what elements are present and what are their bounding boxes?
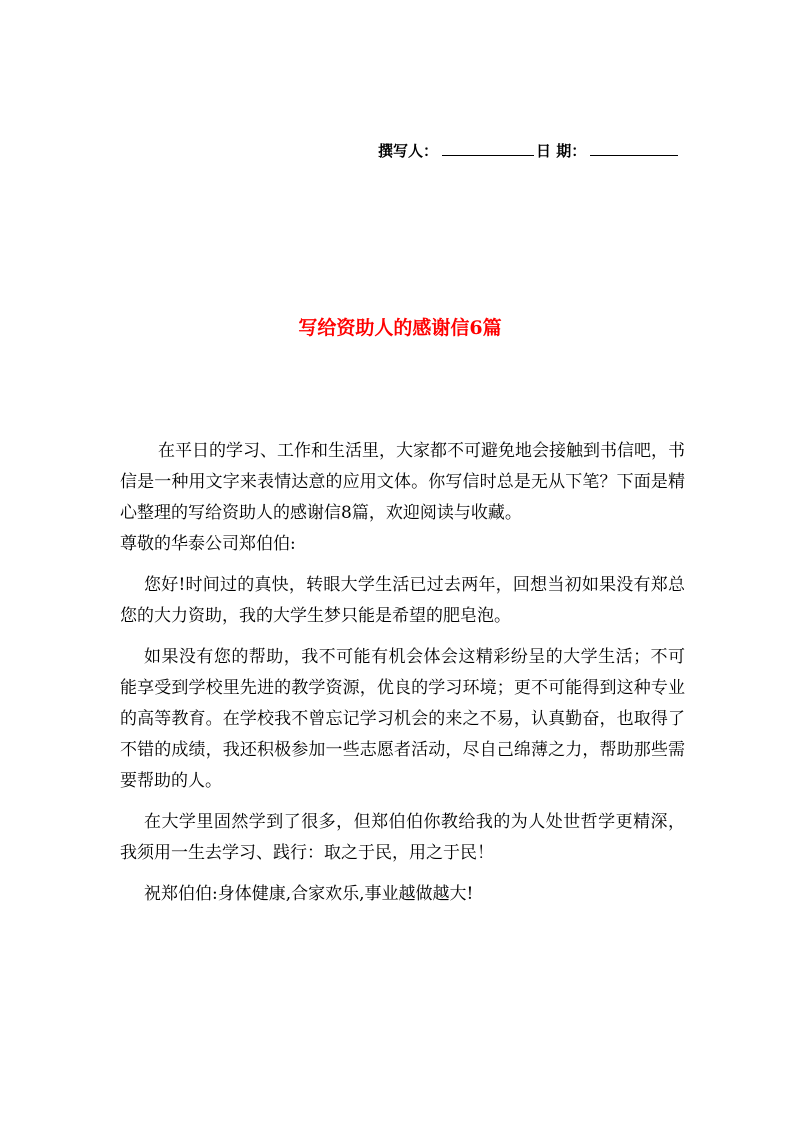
letter-paragraph: 如果没有您的帮助，我不可能有机会体会这精彩纷呈的大学生活；不可能享受到学校里先进的教学资源，优良的学习环境；更不可能得到这种专业的高等教育。在学校我不曾忘记学习机会的来之不易，认真勤奋，也取得了不错的成绩，我还积极参加一些志愿者活动，尽自己绵薄之力，帮助那些需要帮助的人。 xyxy=(120,647,685,791)
document-title: 写给资助人的感谢信6篇 xyxy=(298,317,502,339)
date-label: 日 期： xyxy=(536,142,587,160)
document-body xyxy=(120,436,685,910)
letter-closing: 祝郑伯伯:身体健康,合家欢乐,事业越做越大! xyxy=(144,884,474,904)
letter-paragraph: 在大学里固然学到了很多，但郑伯伯你教给我的为人处世哲学更精深，我须用一生去学习、践行：取之于民，用之于民！ xyxy=(120,812,685,863)
letter-paragraph: 您好!时间过的真快，转眼大学生活已过去两年，回想当初如果没有郑总您的大力资助，我的大学生梦只能是希望的肥皂泡。 xyxy=(120,575,685,626)
date-blank xyxy=(590,140,678,156)
author-blank xyxy=(442,140,534,156)
author-label: 撰写人： xyxy=(378,142,439,160)
intro-paragraph: 在平日的学习、工作和生活里，大家都不可避免地会接触到书信吧，书信是一种用文字来表情达意的应用文体。你写信时总是无从下笔？下面是精心整理的写给资助人的感谢信8篇，欢迎阅读与收藏。 xyxy=(120,441,685,523)
author-date-line xyxy=(378,140,678,161)
letter-salutation: 尊敬的华泰公司郑伯伯: xyxy=(120,534,296,554)
